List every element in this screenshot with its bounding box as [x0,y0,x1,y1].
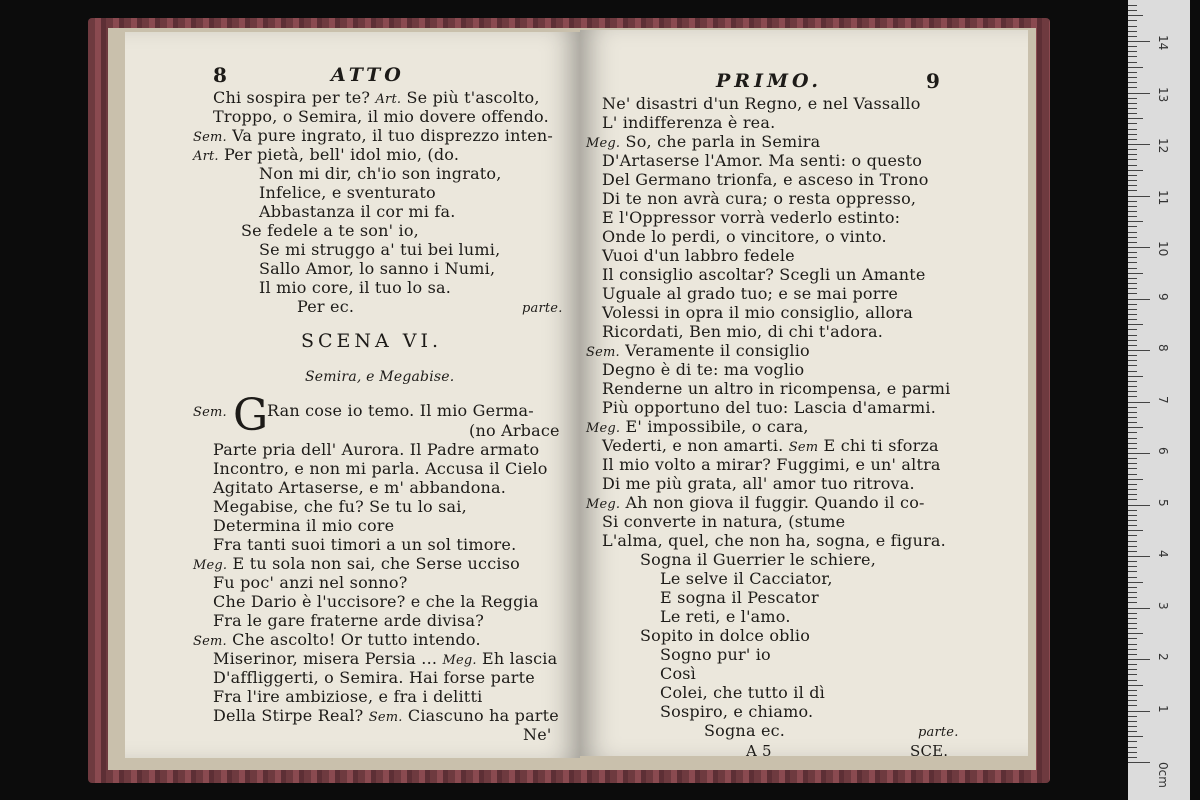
text-line: Megabise, che fu? Se tu lo sai, [213,497,467,516]
ruler-tick [1128,62,1137,63]
ruler-tick [1128,736,1143,737]
ruler-tick [1128,185,1137,186]
ruler-tick [1128,77,1137,78]
text-line: Di te non avrà cura; o resta oppresso, [602,189,917,208]
ruler-tick [1128,623,1137,624]
ruler-tick [1128,613,1137,614]
ruler-tick [1128,51,1137,52]
text-line: Della Stirpe Real? Sem. Ciascuno ha parte [213,706,559,725]
ruler-number: 2 [1156,653,1170,661]
ruler-tick [1128,371,1137,372]
ruler-tick [1128,587,1137,588]
ruler-tick [1128,705,1137,706]
ruler-tick [1128,139,1137,140]
ruler-tick [1128,489,1137,490]
text-line: Determina il mio core [213,516,395,535]
ruler-tick [1128,293,1137,294]
ruler-tick [1128,463,1137,464]
ruler-tick [1128,355,1137,356]
ruler-tick [1128,638,1137,639]
ruler-tick [1128,566,1137,567]
text-line: Sogna il Guerrier le schiere, [640,550,876,569]
ruler-tick [1128,175,1137,176]
stage-direction: parte. [522,301,563,316]
ruler-tick [1128,448,1137,449]
text-line: Chi sospira per te? Art. Se più t'ascolto, [213,88,540,107]
ruler-tick [1128,149,1137,150]
ruler-tick [1128,304,1137,305]
text-line: Parte pria dell' Aurora. Il Padre armato [213,440,540,459]
page-number: 8 [213,63,228,87]
text-line: Per ec. [297,297,355,316]
text-line: Sopito in dolce oblio [640,626,811,645]
text-line: Non mi dir, ch'io son ingrato, [259,164,502,183]
ruler-tick [1128,711,1150,712]
ruler-number: 7 [1156,395,1170,404]
ruler-tick [1128,56,1137,57]
ruler-tick [1128,515,1137,516]
ruler-tick [1128,582,1143,583]
ruler-tick [1128,329,1137,330]
ruler-tick [1128,82,1137,83]
ruler-tick [1128,618,1137,619]
page-number: 9 [926,69,941,93]
ruler-tick [1128,484,1137,485]
ruler-tick [1128,170,1143,171]
measuring-ruler [1128,0,1190,800]
ruler-tick [1128,391,1137,392]
ruler-number: 10 [1156,241,1170,257]
ruler-tick [1128,288,1137,289]
ruler-tick [1128,262,1137,263]
right-page [580,30,1028,756]
ruler-tick [1128,376,1143,377]
ruler-tick [1128,98,1137,99]
ruler-tick [1128,324,1143,325]
ruler-tick [1128,350,1150,351]
ruler-tick [1128,592,1137,593]
text-line: Meg. Ah non giova il fuggir. Quando il co- [586,493,925,512]
ruler-tick [1128,530,1143,531]
text-line: Fra le gare fraterne arde divisa? [213,611,484,630]
ruler-tick [1128,340,1137,341]
text-line: Così [660,664,697,683]
text-line: Meg. E tu sola non sai, che Serse ucciso [193,554,520,573]
text-line: D'affliggerti, o Semira. Hai forse parte [213,668,535,687]
text-line: Sem. Che ascolto! Or tutto intendo. [193,630,481,649]
text-line: Di me più grata, all' amor tuo ritrova. [602,474,915,493]
text-line: D'Artaserse l'Amor. Ma senti: o questo [602,151,923,170]
ruler-tick [1128,674,1137,675]
ruler-tick [1128,659,1150,660]
text-line: Il consiglio ascoltar? Scegli un Amante [602,265,926,284]
ruler-tick [1128,690,1137,691]
ruler-unit: 0cm [1156,762,1170,788]
ruler-tick [1128,283,1137,284]
text-line: Sem. Va pure ingrato, il tuo disprezzo inten- [193,126,554,145]
ruler-tick [1128,752,1137,753]
text-line: Meg. E' impossibile, o cara, [586,417,809,436]
ruler-tick [1128,314,1137,315]
text-line: Volessi in opra il mio consiglio, allora [602,303,914,322]
scene-heading: SCENA VI. [301,330,443,352]
ruler-tick [1128,412,1137,413]
scene-characters: Semira, e Megabise. [305,369,455,385]
catchword: Ne' [523,725,552,744]
ruler-tick [1128,345,1137,346]
ruler-tick [1128,247,1150,248]
ruler-number: 1 [1156,704,1170,713]
ruler-number: 3 [1156,601,1170,610]
ruler-tick [1128,422,1137,423]
ruler-tick [1128,680,1137,681]
ruler-tick [1128,201,1137,202]
ruler-tick [1128,762,1150,763]
text-line: Uguale al grado tuo; e se mai porre [602,284,899,303]
drop-cap: G [233,390,269,441]
text-line: Sogna ec. [704,721,786,740]
ruler-tick [1128,118,1143,119]
text-line: Onde lo perdi, o vincitore, o vinto. [602,227,887,246]
ruler-tick [1128,360,1137,361]
ruler-tick [1128,273,1143,274]
ruler-tick [1128,226,1137,227]
ruler-tick [1128,520,1137,521]
ruler-tick [1128,386,1137,387]
ruler-tick [1128,757,1137,758]
text-line: Infelice, e sventurato [259,183,436,202]
ruler-tick [1128,26,1137,27]
ruler-tick [1128,644,1137,645]
stage-direction: parte. [918,725,959,740]
text-line: Del Germano trionfa, e asceso in Trono [602,170,929,189]
text-line: L'alma, quel, che non ha, sogna, e figura. [602,531,946,550]
ruler-tick [1128,72,1137,73]
ruler-tick [1128,31,1137,32]
ruler-tick [1128,36,1137,37]
ruler-tick [1128,468,1137,469]
ruler-tick [1128,211,1137,212]
ruler-tick [1128,242,1137,243]
text-line: Le reti, e l'amo. [660,607,791,626]
ruler-tick [1128,335,1137,336]
ruler-tick [1128,577,1137,578]
ruler-tick [1128,216,1137,217]
ruler-tick [1128,685,1143,686]
text-line: Ran cose io temo. Il mio Germa- [267,401,534,420]
speaker-label: Sem. [193,405,227,420]
text-line: Incontro, e non mi parla. Accusa il Cielo [213,459,548,478]
ruler-tick [1128,747,1137,748]
ruler-tick [1128,108,1137,109]
text-line: Che Dario è l'uccisore? e che la Reggia [213,592,539,611]
ruler-number: 8 [1156,344,1170,352]
ruler-tick [1128,20,1137,21]
ruler-tick [1128,731,1137,732]
ruler-number: 6 [1156,447,1170,455]
ruler-tick [1128,206,1137,207]
ruler-number: 4 [1156,550,1170,558]
ruler-tick [1128,309,1137,310]
text-line: Vederti, e non amarti. Sem E chi ti sforza [602,436,939,455]
text-line: Se fedele a te son' io, [241,221,419,240]
text-line: Ricordati, Ben mio, di chi t'adora. [602,322,884,341]
text-line: Fra tanti suoi timori a un sol timore. [213,535,517,554]
ruler-number: 12 [1156,138,1170,154]
ruler-tick [1128,87,1137,88]
ruler-tick [1128,561,1137,562]
text-line: Miserinor, misera Persia ... Meg. Eh lascia [213,649,558,668]
ruler-tick [1128,479,1143,480]
ruler-tick [1128,458,1137,459]
ruler-tick [1128,144,1150,145]
text-line: Se mi struggo a' tui bei lumi, [259,240,501,259]
running-head: ATTO [331,64,405,86]
ruler-tick [1128,571,1137,572]
text-line: Vuoi d'un labbro fedele [602,246,795,265]
ruler-tick [1128,700,1137,701]
ruler-number: 5 [1156,498,1170,507]
ruler-tick [1128,190,1137,191]
ruler-tick [1128,608,1150,609]
ruler-tick [1128,129,1137,130]
ruler-tick [1128,46,1137,47]
text-line: Abbastanza il cor mi fa. [259,202,456,221]
ruler-tick [1128,649,1137,650]
ruler-tick [1128,535,1137,536]
ruler-tick [1128,165,1137,166]
text-line: Colei, che tutto il dì [660,683,825,702]
ruler-tick [1128,597,1137,598]
ruler-tick [1128,525,1137,526]
ruler-number: 9 [1156,292,1170,301]
text-line: Più opportuno del tuo: Lascia d'amarmi. [602,398,936,417]
catchword: SCE. [910,742,949,756]
ruler-tick [1128,299,1150,300]
left-page [125,32,580,758]
text-line: Meg. So, che parla in Semira [586,132,821,151]
text-line: Sallo Amor, lo sanno i Numi, [259,259,496,278]
ruler-tick [1128,628,1137,629]
ruler-tick [1128,257,1137,258]
text-line: Sogno pur' io [660,645,771,664]
ruler-tick [1128,381,1137,382]
ruler-tick [1128,427,1143,428]
ruler-tick [1128,556,1150,557]
ruler-tick [1128,159,1137,160]
ruler-tick [1128,237,1137,238]
ruler-tick [1128,494,1137,495]
ruler-tick [1128,5,1137,6]
ruler-tick [1128,551,1137,552]
ruler-tick [1128,268,1137,269]
ruler-tick [1128,402,1150,403]
text-line: Il mio core, il tuo lo sa. [259,278,452,297]
ruler-tick [1128,103,1137,104]
text-line: E sogna il Pescator [660,588,819,607]
ruler-tick [1128,134,1137,135]
signature-mark: A 5 [746,742,772,756]
ruler-tick [1128,41,1150,42]
ruler-tick [1128,721,1137,722]
text-line: Le selve il Cacciator, [660,569,833,588]
text-line: Renderne un altro in ricompensa, e parmi [602,379,951,398]
text-line: Ne' disastri d'un Regno, e nel Vassallo [602,94,921,113]
ruler-tick [1128,741,1137,742]
ruler-number: 14 [1156,35,1170,51]
ruler-tick [1128,654,1137,655]
ruler-tick [1128,10,1137,11]
ruler-tick [1128,67,1143,68]
ruler-tick [1128,407,1137,408]
ruler-tick [1128,252,1137,253]
ruler-tick [1128,365,1137,366]
ruler-tick [1128,510,1137,511]
text-line: Troppo, o Semira, il mio dovere offendo. [213,107,549,126]
ruler-tick [1128,438,1137,439]
text-line: L' indifferenza è rea. [602,113,776,132]
ruler-tick [1128,154,1137,155]
ruler-tick [1128,499,1137,500]
ruler-tick [1128,417,1137,418]
text-line: Il mio volto a mirar? Fuggimi, e un' altra [602,455,941,474]
ruler-tick [1128,232,1137,233]
ruler-tick [1128,695,1137,696]
ruler-tick [1128,541,1137,542]
text-line: Art. Per pietà, bell' idol mio, (do. [193,145,460,164]
ruler-tick [1128,633,1143,634]
ruler-tick [1128,278,1137,279]
text-line: (no Arbace [469,421,560,440]
text-line: Degno è di te: ma voglio [602,360,805,379]
ruler-tick [1128,221,1143,222]
ruler-tick [1128,443,1137,444]
text-line: Sem. Veramente il consiglio [586,341,810,360]
ruler-tick [1128,474,1137,475]
ruler-tick [1128,453,1150,454]
text-line: Agitato Artaserse, e m' abbandona. [213,478,507,497]
ruler-tick [1128,716,1137,717]
text-line: E l'Oppressor vorrà vederlo estinto: [602,208,901,227]
text-line: Fra l'ire ambiziose, e fra i delitti [213,687,483,706]
ruler-tick [1128,726,1137,727]
text-line: Sospiro, e chiamo. [660,702,814,721]
ruler-number: 11 [1156,189,1170,205]
ruler-tick [1128,93,1150,94]
ruler-tick [1128,432,1137,433]
text-line: Si converte in natura, (stume [602,512,846,531]
ruler-tick [1128,319,1137,320]
ruler-number: 13 [1156,86,1170,102]
ruler-tick [1128,113,1137,114]
ruler-tick [1128,664,1137,665]
running-head: PRIMO. [716,70,823,92]
ruler-tick [1128,396,1137,397]
text-line: Fu poc' anzi nel sonno? [213,573,408,592]
ruler-tick [1128,602,1137,603]
ruler-tick [1128,669,1137,670]
ruler-tick [1128,123,1137,124]
ruler-tick [1128,546,1137,547]
ruler-tick [1128,15,1143,16]
ruler-tick [1128,196,1150,197]
ruler-tick [1128,180,1137,181]
ruler-tick [1128,505,1150,506]
